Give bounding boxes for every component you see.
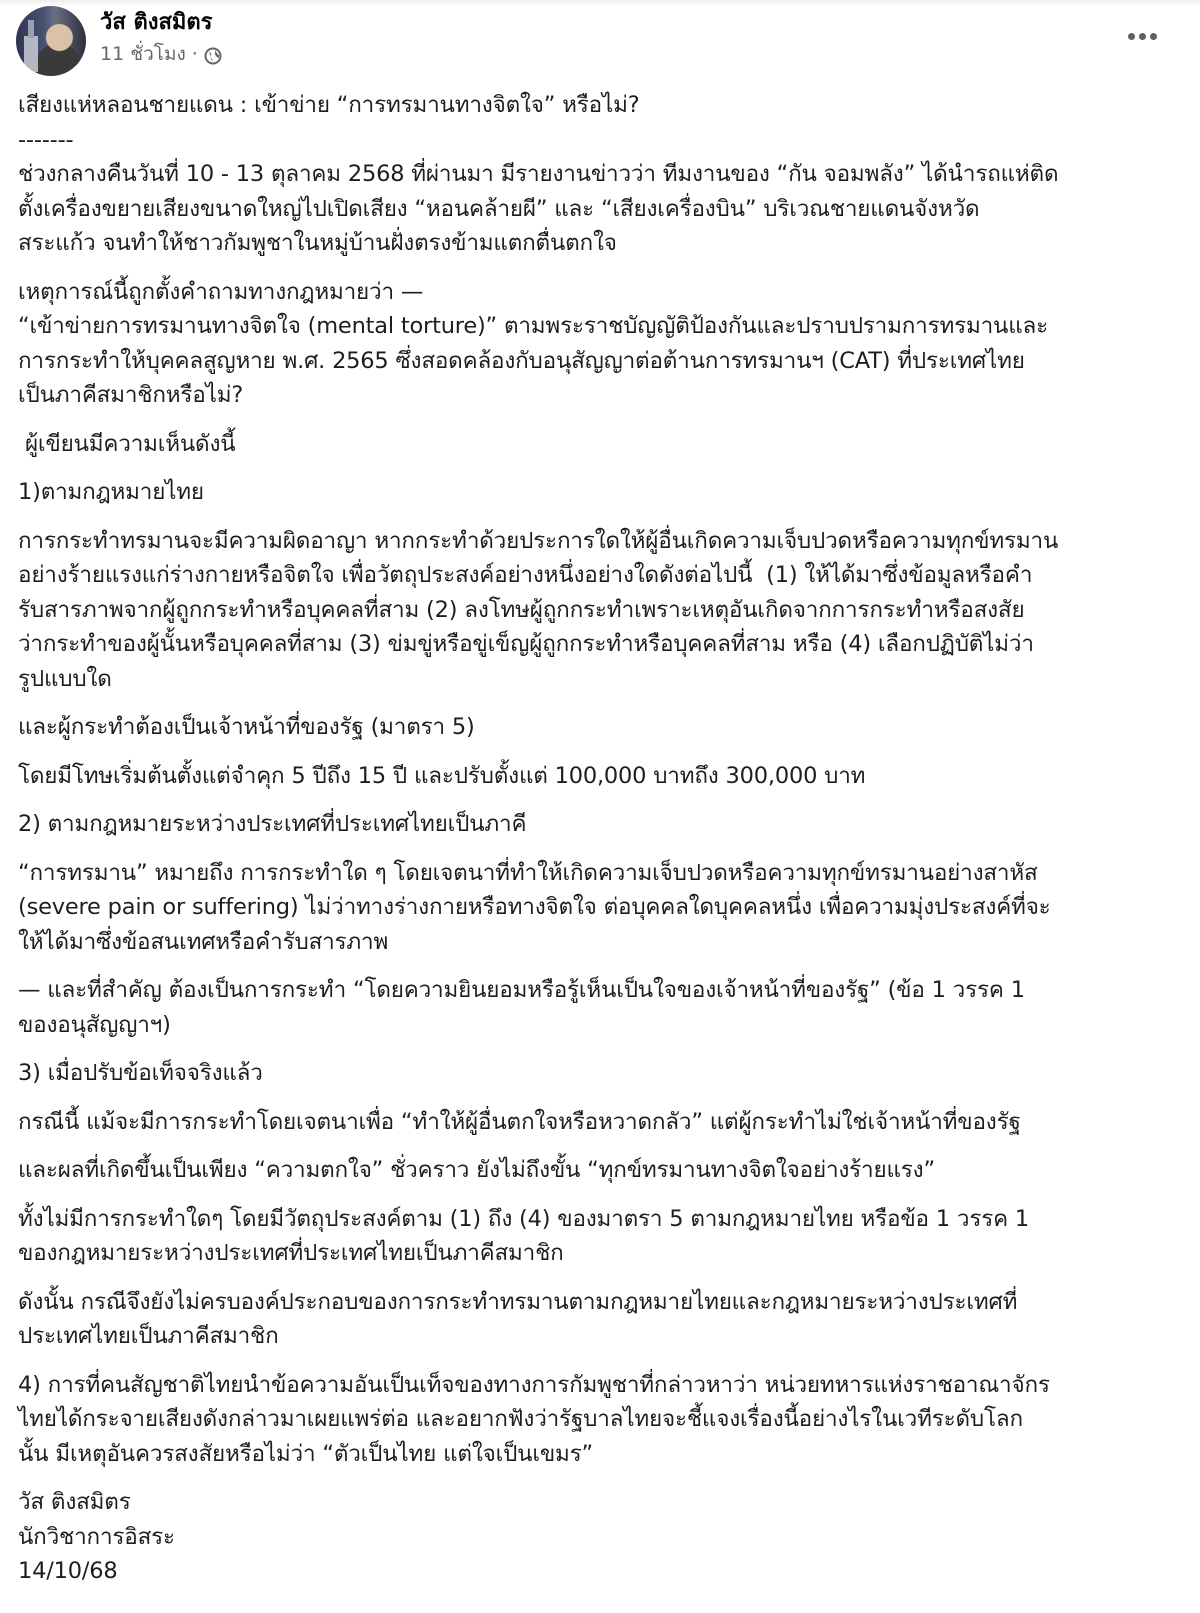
officer-clause: และผู้กระทำต้องเป็นเจ้าหน้าที่ของรัฐ (มาตรา 5): [18, 714, 475, 740]
post-timestamp-link[interactable]: 11 ชั่วโมง: [100, 43, 186, 65]
question-paragraph: เหตุการณ์นี้ถูกตั้งคำถามทางกฎหมายว่า — “เข้าข่ายการทรมานทางจิตใจ (mental torture)” ตามพระราชบัญญัติป้องกันและปราบปรามการทรมานและ การกระทำให้บุคคลสูญหาย พ.ศ. 2565 ซึ่งสอดคล้องกับอนุสัญญาต่อต้านการทรมานฯ (CAT) ที่ประเทศไทย เป็นภาคีสมาชิกหรือไม่?: [18, 278, 1049, 408]
section4-paragraph: 4) การที่คนสัญชาติไทยนำข้อความอันเป็นเท็จของทางการกัมพูชาที่กล่าวหาว่า หน่วยทหารแห่งราชอาณาจักร ไทยได้กระจายเสียงดังกล่าวมาเผยแพร่ต่อ และอยากฟังว่ารัฐบาลไทยจะชี้แจงเรื่องนี้อย่างไรในเวทีระดับโลก นั้น มีเหตุอันควรสงสัยหรือไม่ว่า “ตัวเป็นไทย แต่ใจเป็นเขมร”: [18, 1371, 1050, 1467]
intro-paragraph: ช่วงกลางคืนวันที่ 10 - 13 ตุลาคม 2568 ที่ผ่านมา มีรายงานข่าวว่า ทีมงานของ “กัน จอมพลัง” ได้นำรถแห่ติด ตั้งเครื่องขยายเสียงขนาดใหญ่ไปเปิดเสียง “หอนคล้ายผี” และ “เสียงเครื่องบิน” บริเวณชายแดนจังหวัด สระแก้ว จนทำให้ชาวกัมพูชาในหมู่บ้านฝั่งตรงข้ามแตกตื่นตกใจ: [18, 161, 1059, 256]
opinion-heading: ผู้เขียนมีความเห็นดังนี้: [18, 430, 236, 457]
section3-p2: และผลที่เกิดขึ้นเป็นเพียง “ความตกใจ” ชั่วคราว ยังไม่ถึงขั้น “ทุกข์ทรมานทางจิตใจอย่างร้ายแรง”: [18, 1157, 935, 1183]
more-options-button[interactable]: [1122, 26, 1162, 46]
signature-title: นักวิชาการอิสระ: [18, 1523, 175, 1550]
author-block: [100, 8, 222, 68]
post-title: เสียงแห่หลอนชายแดน : เข้าข่าย “การทรมานทางจิตใจ” หรือไม่?: [18, 92, 640, 118]
more-dot-icon: [1139, 33, 1146, 40]
meta-separator: ·: [191, 43, 198, 65]
section3-heading: 3) เมื่อปรับข้อเท็จจริงแล้ว: [18, 1060, 263, 1086]
author-name-link[interactable]: วัส ติงสมิตร: [100, 10, 213, 35]
author-avatar[interactable]: [16, 6, 86, 76]
more-dot-icon: [1128, 33, 1135, 40]
divider-text: -------: [18, 126, 74, 153]
section3-p3: ทั้งไม่มีการกระทำใดๆ โดยมีวัตถุประสงค์ตาม (1) ถึง (4) ของมาตรา 5 ตามกฎหมายไทย หรือข้อ 1 วรรค 1 ของกฎหมายระหว่างประเทศที่ประเทศไทยเป็นภาคีสมาชิก: [18, 1205, 1030, 1266]
more-dot-icon: [1150, 33, 1157, 40]
section1-heading: 1)ตามกฎหมายไทย: [18, 479, 204, 505]
conclusion-paragraph: ดังนั้น กรณีจึงยังไม่ครบองค์ประกอบของการกระทำทรมานตามกฎหมายไทยและกฎหมายระหว่างประเทศที่ ประเทศไทยเป็นภาคีสมาชิก: [18, 1288, 1018, 1349]
section2-paragraph: “การทรมาน” หมายถึง การกระทำใด ๆ โดยเจตนาที่ทำให้เกิดความเจ็บปวดหรือความทุกข์ทรมานอย่างสาหัส (severe pain or suffering) ไม่ว่าทางร่างกายหรือทางจิตใจ ต่อบุคคลใดบุคคลหนึ่ง เพื่อความมุ่งประสงค์ที่จะ ให้ได้มาซึ่งข้อสนเทศหรือคำรับสารภาพ: [18, 859, 1051, 955]
section2-important: — และที่สำคัญ ต้องเป็นการกระทำ “โดยความยินยอมหรือรู้เห็นเป็นใจของเจ้าหน้าที่ของรัฐ” (ข้อ 1 วรรค 1 ของอนุสัญญาฯ): [18, 977, 1025, 1038]
globe-icon[interactable]: [204, 45, 222, 63]
section2-heading: 2) ตามกฎหมายระหว่างประเทศที่ประเทศไทยเป็นภาคี: [18, 811, 527, 837]
post-header: [16, 6, 1200, 82]
penalty-text: โดยมีโทษเริ่มต้นตั้งแต่จำคุก 5 ปีถึง 15 ปี และปรับตั้งแต่ 100,000 บาทถึง 300,000 บาท: [18, 762, 866, 789]
post-meta: [100, 40, 222, 68]
signature-date: 14/10/68: [18, 1558, 118, 1584]
section1-paragraph: การกระทำทรมานจะมีความผิดอาญา หากกระทำด้วยประการใดให้ผู้อื่นเกิดความเจ็บปวดหรือความทุกข์ทรมาน อย่างร้ายแรงแก่ร่างกายหรือจิตใจ เพื่อวัตถุประสงค์อย่างหนึ่งอย่างใดดังต่อไปนี้ (1) ให้ได้มาซึ่งข้อมูลหรือคำ รับสารภาพจากผู้ถูกกระทำหรือบุคคลที่สาม (2) ลงโทษผู้ถูกกระทำเพราะเหตุอันเกิดจากการกระทำหรือสงสัย ว่ากระทำของผู้นั้นหรือบุคคลที่สาม (3) ข่มขู่หรือขู่เข็ญผู้ถูกกระทำหรือบุคคลที่สาม หรือ (4) เลือกปฏิบัติไม่ว่า รูปแบบใด: [18, 527, 1059, 692]
signature-name: วัส ติงสมิตร: [18, 1489, 131, 1515]
post-body: [18, 88, 1188, 1589]
section3-p1: กรณีนี้ แม้จะมีการกระทำโดยเจตนาเพื่อ “ทำให้ผู้อื่นตกใจหรือหวาดกลัว” แต่ผู้กระทำไม่ใช่เจ้าหน้าที่ของรัฐ: [18, 1108, 1021, 1135]
signature-block: [18, 1485, 1188, 1589]
